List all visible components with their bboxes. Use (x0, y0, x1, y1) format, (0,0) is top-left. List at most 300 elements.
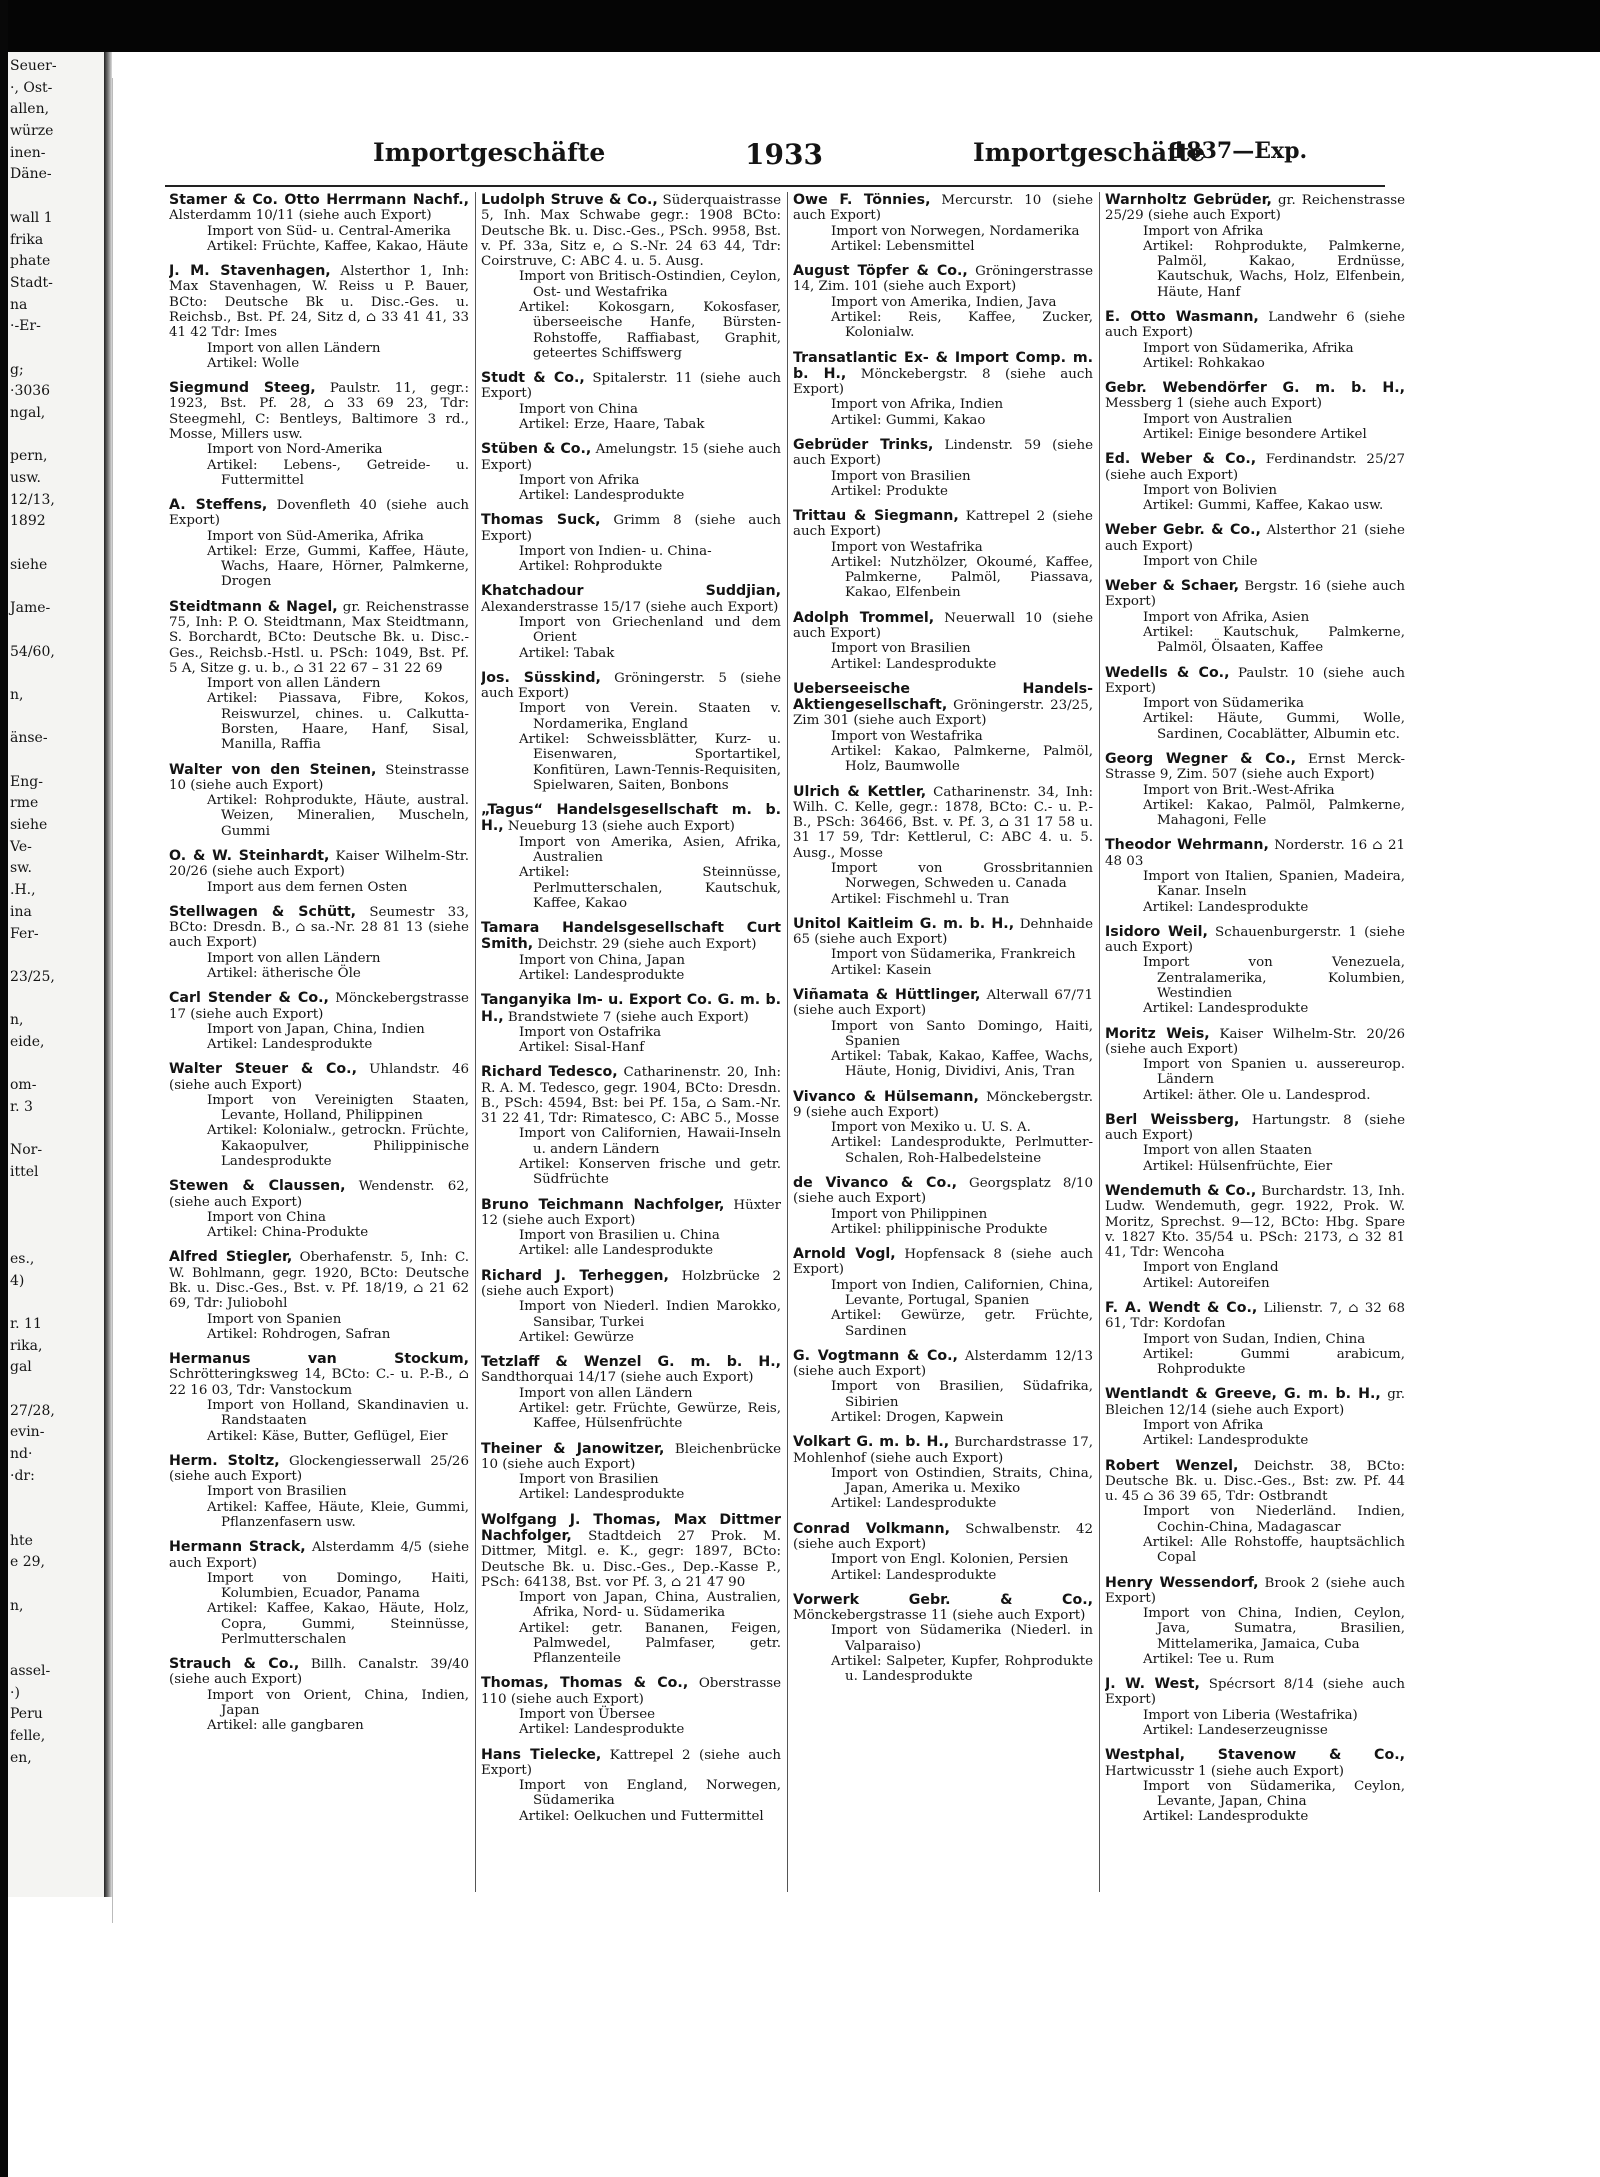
company-entry (1105, 1747, 1405, 1824)
company-address: Sandthorquai 14/17 (siehe auch Export) (481, 1370, 754, 1386)
previous-page-line (10, 948, 104, 963)
articles-line: Artikel: Nutzhölzer, Okoumé, Kaffee, Palmkerne, Palmöl, Piassava, Kakao, Elfenbein (831, 554, 1093, 601)
company-address: Catharinenstr. 20, Inh: R. A. M. Tedesco, gegr. 1904, BCto: Dresdn. B., PSch: 4594, Bst: bei Pf. 15a, ⌂ Sam.-Nr. 31 22 41, Tdr: Rimatesco, C: ABC 5., Mosse (481, 1065, 781, 1127)
previous-page-line (10, 1122, 104, 1137)
previous-page-line (10, 753, 104, 768)
articles-line: Artikel: Rohdrogen, Safran (207, 1326, 391, 1342)
articles-line: Artikel: China-Produkte (207, 1225, 369, 1241)
company-address: Schauenburgerstr. 1 (siehe auch Export) (1105, 924, 1405, 956)
articles-line: Artikel: Gewürze (519, 1329, 634, 1345)
company-name: Viñamata & Hüttlinger, (793, 986, 981, 1003)
previous-page-line: wall 1 (10, 209, 53, 226)
articles-line: Artikel: Kaffee, Häute, Kleie, Gummi, Pflanzenfasern usw. (207, 1499, 469, 1530)
running-header-left: Importgeschäfte (373, 138, 606, 167)
articles-line: Artikel: Oelkuchen und Futtermittel (519, 1808, 764, 1824)
previous-page-line: pern, (10, 448, 48, 465)
articles-line: Artikel: Kakao, Palmöl, Palmkerne, Mahagoni, Felle (1143, 797, 1405, 829)
company-entry (481, 1197, 781, 1259)
company-entry (1105, 1300, 1405, 1377)
import-line: Import von Niederl. Indien Marokko, Sansibar, Turkei (519, 1299, 781, 1330)
company-address: Kaiser Wilhelm-Str. 20/26 (siehe auch Export) (1105, 1026, 1405, 1057)
import-line: Import von Brasilien, Südafrika, Sibirien (831, 1379, 1093, 1410)
company-entry (169, 1061, 469, 1169)
company-name: A. Steffens, (169, 497, 268, 514)
company-address: Spitalerstr. 11 (siehe auch Export) (481, 371, 781, 402)
articles-line: Artikel: Drogen, Kapwein (831, 1409, 1004, 1425)
company-name: Vorwerk Gebr. & Co., (793, 1591, 1093, 1608)
import-line: Import von Indien, Californien, China, Levante, Portugal, Spanien (831, 1277, 1093, 1308)
articles-line: Artikel: Landesprodukte (519, 1722, 685, 1738)
previous-page-line: n, (10, 1597, 24, 1614)
company-entry (793, 1592, 1093, 1685)
company-name: Stamer & Co. Otto Herrmann Nachf., (169, 192, 469, 208)
articles-line: Artikel: Landesprodukte (831, 1567, 997, 1583)
company-name: J. W. West, (1105, 1676, 1200, 1693)
articles-line: Artikel: Hülsenfrüchte, Eier (1143, 1158, 1333, 1174)
column-divider (475, 192, 476, 1892)
company-name: F. A. Wendt & Co., (1105, 1300, 1258, 1316)
company-entry (481, 802, 781, 911)
import-line: Import von Südamerika (Niederl. in Valparaiso) (831, 1623, 1093, 1654)
previous-page-line (10, 536, 104, 551)
company-entry (481, 920, 781, 983)
import-line: Import von Westafrika (831, 728, 983, 744)
previous-page-line: rme (10, 795, 39, 812)
articles-line: Artikel: Kautschuk, Palmkerne, Palmöl, Ölsaaten, Kaffee (1143, 625, 1405, 656)
articles-line: Artikel: Rohprodukte, Häute, austral. Weizen, Mineralien, Muscheln, Gummi (207, 793, 469, 839)
articles-line: Artikel: Lebensmittel (831, 238, 975, 254)
previous-page-line: 54/60, (10, 643, 55, 660)
company-address: Catharinenstr. 34, Inh: Wilh. C. Kelle, gegr.: 1878, BCto: C.- u. P.-B., PSch: 36466, Bst. v. Pf. 3, ⌂ 31 17 58 u. 31 17 59, Tdr: Kettlerul, C: ABC 4. u. 5. Ausg., Mosse (793, 784, 1093, 861)
articles-line: Artikel: Alle Rohstoffe, hauptsächlich Copal (1143, 1534, 1405, 1566)
articles-line: Artikel: Kokosgarn, Kokosfaser, überseeische Hanfe, Bürsten-Rohstoffe, Raffiabast, Graphit, geteertes Schiffswerg (519, 299, 781, 361)
company-name: Westphal, Stavenow & Co., (1105, 1747, 1405, 1764)
company-entry (481, 583, 781, 660)
articles-line: Artikel: alle gangbaren (207, 1718, 364, 1734)
company-address: Mönckebergstrasse 17 (siehe auch Export) (169, 991, 469, 1022)
company-name: Richard J. Terheggen, (481, 1267, 669, 1284)
company-name: Thomas Suck, (481, 512, 601, 529)
previous-page-line: en, (10, 1749, 32, 1766)
previous-page-line: hte (10, 1532, 33, 1549)
company-name: Weber Gebr. & Co., (1105, 522, 1261, 539)
column-divider (787, 192, 788, 1892)
import-line: Import von Südamerika, Ceylon, Levante, Japan, China (1143, 1778, 1405, 1810)
company-entry (793, 681, 1093, 775)
previous-page-line (10, 1382, 104, 1397)
company-address: Deichstr. 38, BCto: Deutsche Bk. u. Disc.-Ges., Bst: zw. Pf. 44 u. 45 ⌂ 36 39 65, Tdr: Ostbrandt (1105, 1458, 1405, 1505)
previous-page-line: siehe (10, 817, 48, 834)
previous-page-line (10, 1621, 104, 1636)
previous-page-line: Däne- (10, 166, 52, 183)
previous-page-line (10, 1642, 104, 1657)
company-name: Stewen & Claussen, (169, 1178, 346, 1195)
import-line: Import von China (519, 401, 638, 417)
import-line: Import von Venezuela, Zentralamerika, Kolumbien, Westindien (1143, 955, 1405, 1001)
import-line: Import von allen Staaten (1143, 1143, 1312, 1159)
previous-page-line: Ve- (10, 838, 32, 855)
previous-page-line: Stadt- (10, 274, 53, 291)
company-name: Wentlandt & Greeve, G. m. b. H., (1105, 1386, 1381, 1403)
company-address: Alsterdamm 10/11 (siehe auch Export) (169, 208, 432, 224)
import-line: Import aus dem fernen Osten (207, 879, 408, 895)
company-name: G. Vogtmann & Co., (793, 1347, 958, 1364)
company-name: Trittau & Siegmann, (793, 508, 959, 525)
articles-line: Artikel: Kasein (831, 962, 932, 978)
company-name: E. Otto Wasmann, (1105, 308, 1259, 325)
articles-line: Artikel: Erze, Gummi, Kaffee, Häute, Wachs, Haare, Hörner, Palmkerne, Drogen (207, 543, 469, 590)
company-address: Uhlandstr. 46 (siehe auch Export) (169, 1062, 469, 1093)
company-entry (793, 1246, 1093, 1339)
column-1 (169, 192, 469, 1892)
previous-page-line: 12/13, (10, 491, 55, 508)
company-name: Walter von den Steinen, (169, 761, 377, 778)
company-entry (481, 192, 781, 361)
company-address: gr. Reichenstrasse 75, Inh: P. O. Steidtmann, Max Steidtmann, S. Borchardt, BCto: Deutsche Bk. u. Disc.-Ges., Reichsb.-Hstl. u. PSch: 1049, Bst. Pf. 5 A, Sitze g. u. b., ⌂ 31 22 67 – 31 22 69 (169, 599, 469, 676)
articles-line: Artikel: Gummi, Kakao (831, 412, 986, 428)
company-name: Studt & Co., (481, 370, 585, 387)
articles-line: Artikel: äther. Ole u. Landesprod. (1143, 1087, 1371, 1103)
company-address: Grimm 8 (siehe auch Export) (481, 513, 781, 544)
company-entry (169, 192, 469, 254)
company-name: Richard Tedesco, (481, 1064, 618, 1081)
entries-columns (169, 192, 1405, 1892)
company-address: Schrötteringksweg 14, BCto: C.- u. P.-B., ⌂ 22 16 03, Tdr: Vanstockum (169, 1367, 469, 1398)
previous-page-line: g; (10, 361, 24, 378)
company-name: Tanganyika Im- u. Export Co. G. m. b. H., (481, 992, 781, 1025)
articles-line: Artikel: Gummi, Kaffee, Kakao usw. (1143, 498, 1384, 514)
company-entry (793, 1521, 1093, 1583)
import-line: Import von Übersee (519, 1707, 656, 1723)
import-line: Import von Japan, China, Indien (207, 1021, 425, 1037)
company-entry (793, 916, 1093, 978)
import-line: Import von Amerika, Asien, Afrika, Australien (519, 834, 781, 865)
previous-page-line: eide, (10, 1033, 45, 1050)
company-entry (1105, 522, 1405, 569)
company-name: Jos. Süsskind, (481, 669, 601, 686)
company-entry (1105, 1386, 1405, 1448)
company-address: Messberg 1 (siehe auch Export) (1105, 396, 1322, 412)
company-name: Wedells & Co., (1105, 664, 1230, 681)
company-name: Adolph Trommel, (793, 609, 935, 626)
company-address: Bergstr. 16 (siehe auch Export) (1105, 579, 1405, 610)
previous-page-line: n, (10, 686, 24, 703)
company-address: Kaiser Wilhelm-Str. 20/26 (siehe auch Export) (169, 848, 469, 880)
articles-line: Artikel: Kolonialw., getrockn. Früchte, Kakaopulver, Philippinische Landesprodukte (207, 1123, 469, 1170)
previous-page-line: assel- (10, 1662, 51, 1679)
articles-line: Artikel: Landesprodukte, Perlmutter-Schalen, Roh-Halbedelsteine (831, 1135, 1093, 1166)
company-entry (793, 987, 1093, 1080)
articles-line: Artikel: Autoreifen (1143, 1275, 1270, 1291)
previous-page-line: sw. (10, 860, 32, 877)
book-gutter (104, 52, 112, 1897)
articles-line: Artikel: getr. Früchte, Gewürze, Reis, Kaffee, Hülsenfrüchte (519, 1400, 781, 1432)
company-entry (169, 1351, 469, 1444)
company-address: Dovenfleth 40 (siehe auch Export) (169, 498, 469, 529)
previous-page-line (10, 189, 104, 204)
previous-page-line: Nor- (10, 1142, 43, 1159)
previous-page-line: Peru (10, 1706, 43, 1723)
import-line: Import von Brasilien (831, 468, 971, 484)
articles-line: Artikel: Früchte, Kaffee, Kakao, Häute (207, 238, 469, 254)
company-entry (1105, 578, 1405, 655)
company-name: Gebrüder Trinks, (793, 436, 934, 453)
articles-line: Artikel: Landesprodukte (519, 1487, 685, 1503)
company-address: Paulstr. 11, gegr.: 1923, Bst. Pf. 28, ⌂ 33 69 23, Tdr: Steegmehl, C: Bentleys, Baltimore 3 rd., Mosse, Millers usw. (169, 381, 469, 442)
company-name: Henry Wessendorf, (1105, 1574, 1259, 1591)
company-address: Landwehr 6 (siehe auch Export) (1105, 309, 1405, 341)
articles-line: Artikel: alle Landesprodukte (519, 1243, 714, 1259)
scan-left-border (0, 0, 8, 2177)
articles-line: Artikel: Lebens-, Getreide- u. Futtermittel (207, 457, 469, 488)
company-address: Alsterthor 1, Inh: Max Stavenhagen, W. Reiss u P. Bauer, BCto: Deutsche Bk u. Disc.-Ges. u. Reichsb., Bst. Pf. 24, Sitz d, ⌂ 33 41 41, 33 41 42 Tdr: Imes (169, 264, 469, 341)
company-entry (169, 762, 469, 839)
company-name: Theiner & Janowitzer, (481, 1440, 665, 1457)
previous-page-line (10, 710, 104, 725)
company-entry (1105, 1676, 1405, 1738)
company-address: Burchardstrasse 17, Mohlenhof (siehe auch Export) (793, 1435, 1093, 1466)
company-entry (481, 441, 781, 503)
articles-line: Artikel: Rohprodukte, Palmkerne, Palmöl, Kakao, Erdnüsse, Kautschuk, Wachs, Holz, Elfenbein, Häute, Hanf (1143, 238, 1405, 300)
previous-page-line: Eng- (10, 773, 43, 790)
articles-line: Artikel: Fischmehl u. Tran (831, 891, 1010, 907)
company-address: Alsterthor 21 (siehe auch Export) (1105, 523, 1405, 554)
year-header: 1933 (745, 138, 823, 171)
company-name: Vivanco & Hülsemann, (793, 1088, 979, 1105)
previous-page-edge (8, 52, 106, 1897)
company-entry (481, 1354, 781, 1431)
company-name: Strauch & Co., (169, 1656, 300, 1673)
company-name: Weber & Schaer, (1105, 578, 1240, 595)
import-line: Import von Brit.-West-Afrika (1143, 782, 1335, 798)
company-address: Hopfensack 8 (siehe auch Export) (793, 1247, 1093, 1278)
previous-page-line: 27/28, (10, 1402, 55, 1419)
company-address: Bleichenbrücke 10 (siehe auch Export) (481, 1441, 781, 1472)
previous-page-line: es., (10, 1250, 35, 1267)
import-line: Import von Afrika, Indien (831, 397, 1004, 413)
company-name: Hans Tielecke, (481, 1746, 602, 1763)
company-entry (481, 370, 781, 432)
previous-page-line (10, 1577, 104, 1592)
previous-page-line: Jame- (10, 600, 51, 617)
company-address: gr. Reichenstrasse 25/29 (siehe auch Export) (1105, 193, 1405, 224)
articles-line: Artikel: Landesprodukte (519, 488, 685, 504)
company-name: O. & W. Steinhardt, (169, 847, 330, 864)
company-entry (1105, 1183, 1405, 1291)
articles-line: Artikel: Häute, Gummi, Wolle, Sardinen, Cocablätter, Albumin etc. (1143, 711, 1405, 742)
company-entry (1105, 1575, 1405, 1668)
import-line: Import von Norwegen, Nordamerika (831, 223, 1080, 239)
articles-line: Artikel: Landesprodukte (519, 967, 685, 983)
company-name: Ulrich & Kettler, (793, 783, 927, 800)
running-header-right: Importgeschäfte (973, 138, 1206, 167)
import-line: Import von Holland, Skandinavien u. Randstaaten (207, 1397, 469, 1429)
import-line: Import von Grossbritannien Norwegen, Schweden u. Canada (831, 860, 1093, 892)
company-entry (793, 784, 1093, 907)
import-line: Import von Indien- u. China- (519, 543, 712, 559)
company-entry (793, 350, 1093, 428)
company-name: Wolfgang J. Thomas, Max Dittmer Nachfolger, (481, 1511, 781, 1544)
articles-line: Artikel: Landesprodukte (831, 656, 997, 672)
articles-line: Artikel: Landesprodukte (1143, 899, 1309, 915)
previous-page-line: siehe (10, 556, 48, 573)
company-entry (169, 1656, 469, 1733)
company-entry (1105, 1026, 1405, 1103)
import-line: Import von Südamerika, Frankreich (831, 947, 1076, 963)
import-line: Import von Italien, Spanien, Madeira, Kanar. Inseln (1143, 868, 1405, 900)
company-address: Spécrsort 8/14 (siehe auch Export) (1105, 1677, 1405, 1708)
previous-page-line: r. 11 (10, 1315, 42, 1332)
import-line: Import von Vereinigten Staaten, Levante, Holland, Philippinen (207, 1092, 469, 1124)
import-line: Import von Südamerika, Afrika (1143, 340, 1354, 356)
import-line: Import von Brasilien (831, 641, 971, 657)
previous-page-line: e 29, (10, 1554, 45, 1571)
import-line: Import von England (1143, 1260, 1279, 1276)
company-entry (169, 848, 469, 895)
previous-page-line: rika, (10, 1337, 43, 1354)
previous-page-line: na (10, 296, 28, 313)
articles-line: Artikel: Konserven frische und getr. Südfrüchte (519, 1157, 781, 1188)
company-address: Holzbrücke 2 (siehe auch Export) (481, 1268, 781, 1299)
company-entry (481, 992, 781, 1055)
column-2 (481, 192, 781, 1892)
articles-line: Artikel: ätherische Öle (207, 965, 361, 981)
previous-page-line: ngal, (10, 405, 46, 421)
company-address: Brook 2 (siehe auch Export) (1105, 1575, 1405, 1606)
previous-page-line (10, 1208, 104, 1223)
company-name: Warnholtz Gebrüder, (1105, 192, 1272, 208)
company-name: Transatlantic Ex- & Import Comp. m. b. H., (793, 349, 1093, 382)
company-entry (1105, 451, 1405, 513)
import-line: Import von Britisch-Ostindien, Ceylon, Ost- und Westafrika (519, 269, 781, 300)
company-entry (481, 1747, 781, 1824)
scan-right-margin (1420, 52, 1600, 2177)
previous-page-line: inen- (10, 144, 46, 161)
previous-page-line (10, 341, 104, 356)
company-address: Hartungstr. 8 (siehe auch Export) (1105, 1112, 1405, 1144)
articles-line: Artikel: Salpeter, Kupfer, Rohprodukte u. Landesprodukte (831, 1653, 1093, 1685)
previous-page-line (10, 428, 104, 443)
company-entry (481, 1064, 781, 1187)
articles-line: Artikel: Gewürze, getr. Früchte, Sardinen (831, 1308, 1093, 1339)
import-line: Import von Afrika (519, 472, 640, 488)
company-address: Ernst Merck-Strasse 9, Zim. 507 (siehe auch Export) (1105, 752, 1405, 783)
company-entry (169, 904, 469, 981)
import-line: Import von Süd- u. Central-Amerika (207, 223, 451, 239)
company-entry (1105, 192, 1405, 300)
articles-line: Artikel: Wolle (207, 355, 300, 371)
header-rule (165, 185, 1385, 187)
import-line: Import von Ostindien, Straits, China, Japan, Amerika u. Mexiko (831, 1465, 1093, 1497)
previous-page-line: ·-Er- (10, 318, 41, 335)
import-line: Import von Californien, Hawaii-Inseln u. andern Ländern (519, 1126, 781, 1157)
import-line: Import von Santo Domingo, Haiti, Spanien (831, 1018, 1093, 1049)
articles-line: Artikel: Tee u. Rum (1143, 1651, 1275, 1667)
company-entry (793, 1175, 1093, 1237)
company-entry (169, 990, 469, 1052)
import-line: Import von China, Japan (519, 952, 685, 968)
import-line: Import von Südamerika (1143, 696, 1304, 712)
company-address: Wendenstr. 62, (siehe auch Export) (169, 1179, 469, 1210)
company-name: Volkart G. m. b. H., (793, 1434, 950, 1451)
import-line: Import von England, Norwegen, Südamerika (519, 1778, 781, 1809)
previous-page-line (10, 580, 104, 595)
previous-page-line: ·3036 (10, 383, 51, 400)
company-entry (793, 192, 1093, 254)
import-line: Import von Afrika (1143, 223, 1264, 239)
import-line: Import von Verein. Staaten v. Nordamerika, England (519, 701, 781, 732)
import-line: Import von Domingo, Haiti, Kolumbien, Ecuador, Panama (207, 1570, 469, 1602)
import-line: Import von Sudan, Indien, China (1143, 1331, 1366, 1347)
company-entry (169, 1453, 469, 1530)
previous-page-line: ina (10, 903, 32, 920)
company-name: Gebr. Webendörfer G. m. b. H., (1105, 380, 1405, 397)
company-address: Oberhafenstr. 5, Inh: C. W. Bohlmann, gegr. 1920, BCto: Deutsche Bk. u. Disc.-Ges., Bst. v. Pf. 18/19, ⌂ 21 62 69, Tdr: Juliobohl (169, 1250, 469, 1312)
company-entry (169, 599, 469, 753)
company-entry (1105, 1458, 1405, 1566)
company-entry (169, 380, 469, 488)
articles-line: Artikel: Erze, Haare, Tabak (519, 416, 705, 432)
import-line: Import von China (207, 1209, 326, 1225)
import-line: Import von allen Ländern (207, 676, 381, 692)
company-address: Glockengiesserwall 25/26 (siehe auch Export) (169, 1453, 469, 1485)
company-entry (481, 670, 781, 793)
company-entry (481, 1675, 781, 1737)
previous-page-line: usw. (10, 470, 41, 487)
articles-line: Artikel: Sisal-Hanf (519, 1040, 645, 1056)
company-name: August Töpfer & Co., (793, 263, 968, 280)
company-name: Owe F. Tönnies, (793, 192, 931, 208)
articles-line: Artikel: Gummi arabicum, Rohprodukte (1143, 1346, 1405, 1378)
articles-line: Artikel: Rohkakao (1143, 355, 1265, 371)
company-name: Wendemuth & Co., (1105, 1183, 1257, 1200)
company-entry (169, 497, 469, 590)
company-address: Mönckebergstr. 8 (siehe auch Export) (793, 366, 1093, 398)
company-entry (1105, 380, 1405, 442)
company-entry (1105, 665, 1405, 742)
company-name: Carl Stender & Co., (169, 990, 329, 1007)
company-address: Seumestr 33, BCto: Dresdn. B., ⌂ sa.-Nr. 28 81 13 (siehe auch Export) (169, 904, 469, 951)
directory-page (112, 78, 1421, 1923)
company-address: Lindenstr. 59 (siehe auch Export) (793, 437, 1093, 469)
company-name: Tamara Handelsgesellschaft Curt Smith, (481, 920, 781, 953)
import-line: Import von Spanien (207, 1311, 342, 1327)
company-name: Ed. Weber & Co., (1105, 451, 1257, 468)
company-address: Schwalbenstr. 42 (siehe auch Export) (793, 1521, 1093, 1552)
column-3 (793, 192, 1093, 1892)
company-entry (481, 1512, 781, 1667)
company-name: Conrad Volkmann, (793, 1520, 951, 1537)
company-name: Tetzlaff & Wenzel G. m. b. H., (481, 1354, 781, 1371)
company-address: Alsterdamm 12/13 (siehe auch Export) (793, 1348, 1093, 1380)
company-name: Walter Steuer & Co., (169, 1061, 357, 1078)
company-name: Hermann Strack, (169, 1539, 306, 1556)
company-address: Oberstrasse 110 (siehe auch Export) (481, 1676, 781, 1707)
import-line: Import von Bolivien (1143, 482, 1278, 498)
import-line: Import von Philippinen (831, 1206, 988, 1222)
company-address: Billh. Canalstr. 39/40 (siehe auch Export) (169, 1657, 469, 1688)
import-line: Import von Liberia (Westafrika) (1143, 1707, 1358, 1723)
articles-line: Artikel: Käse, Butter, Geflügel, Eier (207, 1428, 448, 1444)
previous-page-line: om- (10, 1077, 37, 1094)
previous-page-line: änse- (10, 730, 48, 747)
company-entry (793, 1348, 1093, 1425)
import-line: Import von Engl. Kolonien, Persien (831, 1552, 1069, 1568)
scan-top-border (0, 0, 1600, 52)
import-line: Import von Brasilien (519, 1472, 659, 1488)
column-4 (1105, 192, 1405, 1892)
company-name: Hermanus van Stockum, (169, 1351, 469, 1368)
